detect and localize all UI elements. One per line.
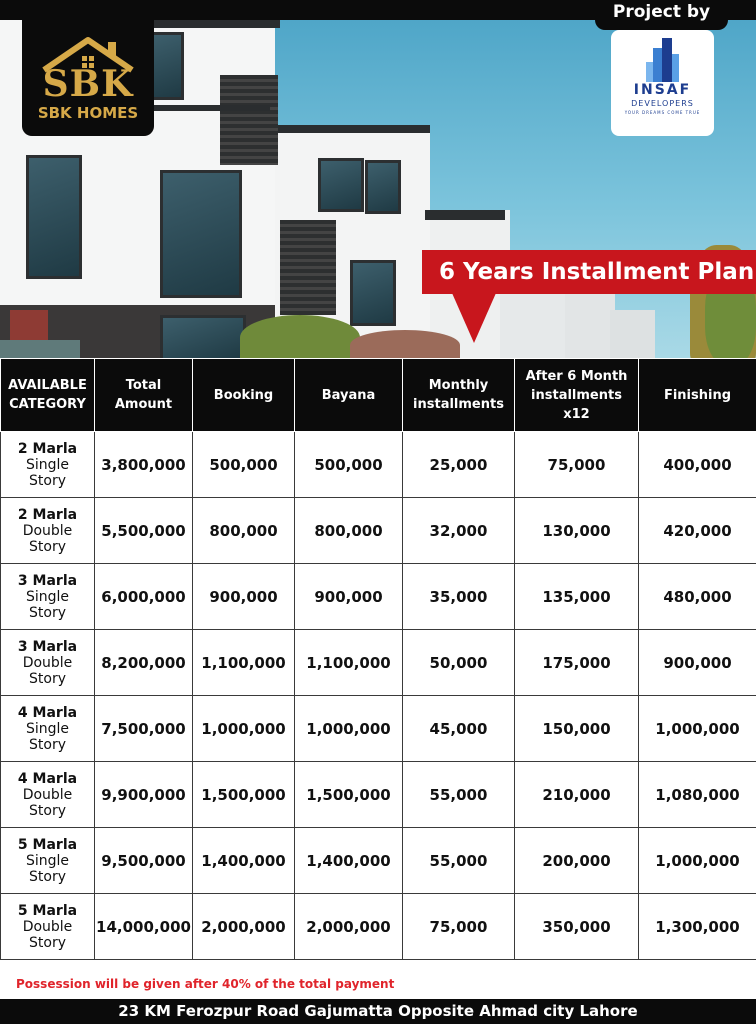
sbk-monogram: SBK — [42, 63, 134, 105]
insaf-subtitle: DEVELOPERS — [631, 99, 694, 108]
finishing-cell: 1,000,000 — [639, 696, 756, 762]
after6-cell: 130,000 — [515, 498, 639, 564]
total-cell: 8,200,000 — [95, 630, 193, 696]
installment-table — [0, 358, 756, 960]
table-row — [1, 762, 756, 828]
booking-cell: 1,100,000 — [193, 630, 295, 696]
header-finishing: Finishing — [639, 359, 756, 432]
monthly-cell: 25,000 — [403, 432, 515, 498]
monthly-cell: 32,000 — [403, 498, 515, 564]
table-row — [1, 498, 756, 564]
total-cell: 9,500,000 — [95, 828, 193, 894]
banner-pointer — [452, 293, 496, 343]
total-cell: 9,900,000 — [95, 762, 193, 828]
finishing-cell: 1,300,000 — [639, 894, 756, 960]
finishing-cell: 1,000,000 — [639, 828, 756, 894]
table-row — [1, 696, 756, 762]
header-total-amount: Total Amount — [95, 359, 193, 432]
header-category: AVAILABLE CATEGORY — [1, 359, 95, 432]
table-row — [1, 894, 756, 960]
sbk-brand-name: SBK HOMES — [37, 104, 139, 122]
header-bayana: Bayana — [295, 359, 403, 432]
table-row — [1, 432, 756, 498]
insaf-name: INSAF — [633, 82, 692, 98]
table-header-row — [1, 359, 756, 432]
monthly-cell: 75,000 — [403, 894, 515, 960]
skyscraper-icon — [643, 36, 683, 82]
project-by-label: Project by — [595, 0, 728, 30]
finishing-cell: 1,080,000 — [639, 762, 756, 828]
header-booking: Booking — [193, 359, 295, 432]
category-cell: 2 Marla Single Story — [1, 432, 95, 498]
after6-cell: 175,000 — [515, 630, 639, 696]
after6-cell: 150,000 — [515, 696, 639, 762]
total-cell: 14,000,000 — [95, 894, 193, 960]
bayana-cell: 1,500,000 — [295, 762, 403, 828]
booking-cell: 1,000,000 — [193, 696, 295, 762]
bayana-cell: 1,400,000 — [295, 828, 403, 894]
after6-cell: 200,000 — [515, 828, 639, 894]
category-cell: 5 Marla Single Story — [1, 828, 95, 894]
booking-cell: 800,000 — [193, 498, 295, 564]
booking-cell: 1,500,000 — [193, 762, 295, 828]
after6-cell: 75,000 — [515, 432, 639, 498]
after6-cell: 135,000 — [515, 564, 639, 630]
monthly-cell: 55,000 — [403, 828, 515, 894]
category-cell: 4 Marla Double Story — [1, 762, 95, 828]
sbk-homes-logo — [22, 20, 154, 136]
bayana-cell: 900,000 — [295, 564, 403, 630]
header-after-6-month: After 6 Month installments x12 — [515, 359, 639, 432]
header-monthly: Monthly installments — [403, 359, 515, 432]
table-row — [1, 630, 756, 696]
bayana-cell: 800,000 — [295, 498, 403, 564]
category-cell: 4 Marla Single Story — [1, 696, 95, 762]
booking-cell: 500,000 — [193, 432, 295, 498]
address-footer: 23 KM Ferozpur Road Gajumatta Opposite Ahmad city Lahore — [0, 999, 756, 1024]
monthly-cell: 50,000 — [403, 630, 515, 696]
category-cell: 5 Marla Double Story — [1, 894, 95, 960]
finishing-cell: 420,000 — [639, 498, 756, 564]
monthly-cell: 35,000 — [403, 564, 515, 630]
insaf-developers-logo — [611, 30, 714, 136]
booking-cell: 900,000 — [193, 564, 295, 630]
finishing-cell: 480,000 — [639, 564, 756, 630]
after6-cell: 350,000 — [515, 894, 639, 960]
total-cell: 6,000,000 — [95, 564, 193, 630]
installment-plan-banner: 6 Years Installment Plan — [422, 250, 756, 294]
booking-cell: 1,400,000 — [193, 828, 295, 894]
after6-cell: 210,000 — [515, 762, 639, 828]
booking-cell: 2,000,000 — [193, 894, 295, 960]
total-cell: 3,800,000 — [95, 432, 193, 498]
finishing-cell: 400,000 — [639, 432, 756, 498]
total-cell: 5,500,000 — [95, 498, 193, 564]
category-cell: 3 Marla Double Story — [1, 630, 95, 696]
category-cell: 3 Marla Single Story — [1, 564, 95, 630]
finishing-cell: 900,000 — [639, 630, 756, 696]
bayana-cell: 1,000,000 — [295, 696, 403, 762]
table-row — [1, 828, 756, 894]
bayana-cell: 2,000,000 — [295, 894, 403, 960]
total-cell: 7,500,000 — [95, 696, 193, 762]
possession-note: Possession will be given after 40% of the total payment — [16, 977, 395, 991]
table-row — [1, 564, 756, 630]
bayana-cell: 1,100,000 — [295, 630, 403, 696]
monthly-cell: 55,000 — [403, 762, 515, 828]
category-cell: 2 Marla Double Story — [1, 498, 95, 564]
monthly-cell: 45,000 — [403, 696, 515, 762]
insaf-tagline: YOUR DREAMS COME TRUE — [624, 110, 701, 115]
bayana-cell: 500,000 — [295, 432, 403, 498]
